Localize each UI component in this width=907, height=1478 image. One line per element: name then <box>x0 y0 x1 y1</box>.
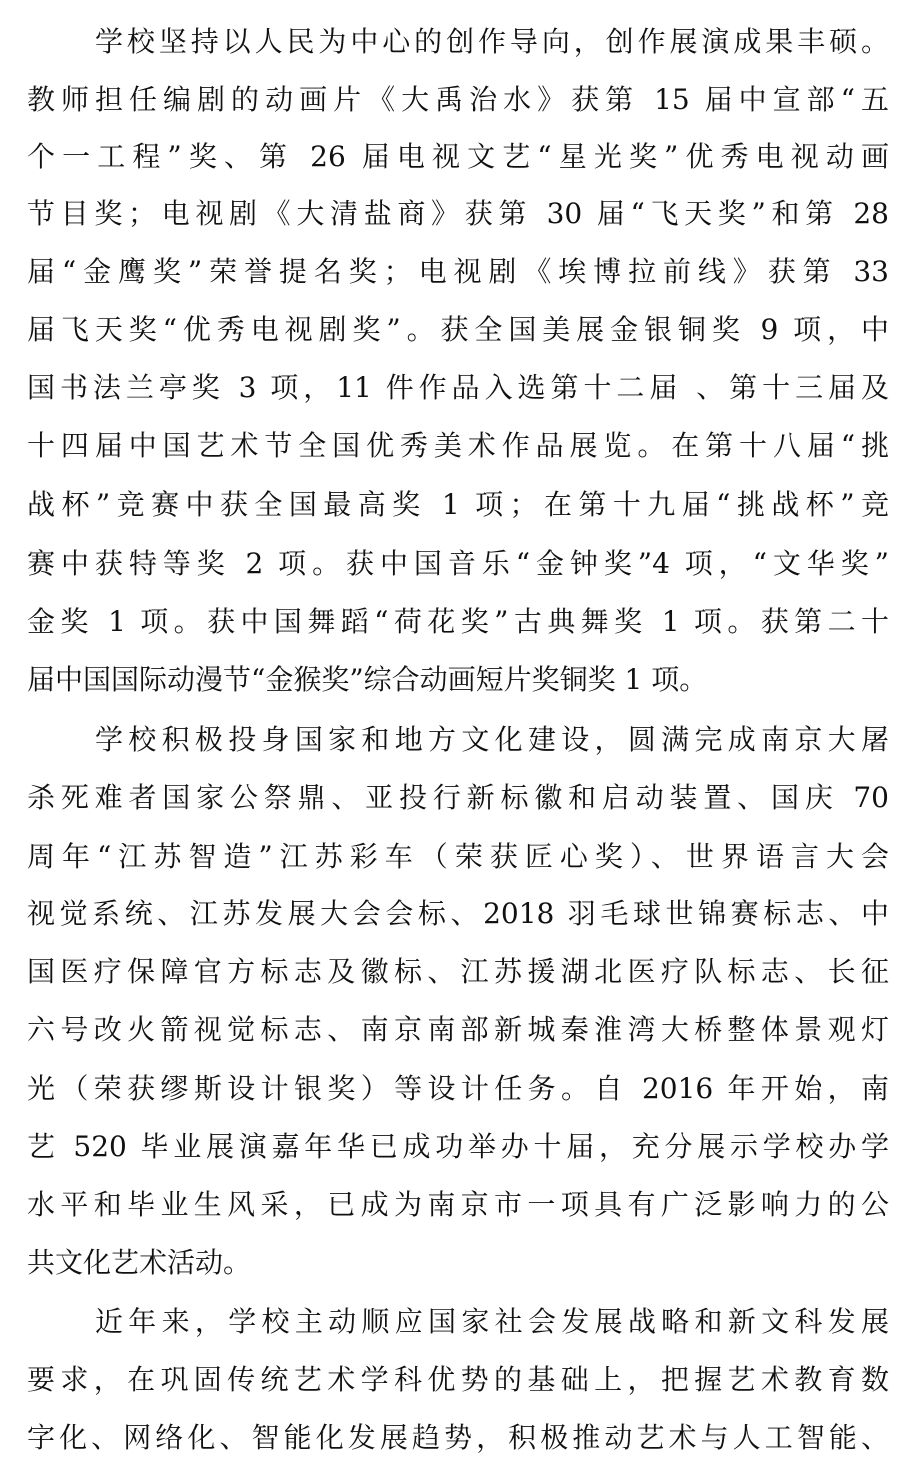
text-line: 共文化艺术活动。 <box>27 1246 252 1279</box>
text-line: 战杯”竞赛中获全国最高奖 1 项；在第十九届“挑战杯”竞 <box>27 488 889 521</box>
text-line: 国医疗保障官方标志及徽标、江苏援湖北医疗队标志、长征 <box>27 955 889 988</box>
text-line: 十四届中国艺术节全国优秀美术作品展览。在第十八届“挑 <box>27 429 889 462</box>
text-line: 要求，在巩固传统艺术学科优势的基础上，把握艺术教育数 <box>27 1363 889 1396</box>
text-line: 水平和毕业生风采，已成为南京市一项具有广泛影响力的公 <box>27 1188 889 1221</box>
text-line: 艺 520 毕业展演嘉年华已成功举办十届，充分展示学校办学 <box>27 1130 889 1163</box>
text-line: 字化、网络化、智能化发展趋势，积极推动艺术与人工智能、 <box>27 1421 889 1454</box>
text-line: 金奖 1 项。获中国舞蹈“荷花奖”古典舞奖 1 项。获第二十 <box>27 605 889 638</box>
text-line: 视觉系统、江苏发展大会会标、2018 羽毛球世锦赛标志、中 <box>27 897 889 930</box>
text-line: 杀死难者国家公祭鼎、亚投行新标徽和启动装置、国庆 70 <box>27 781 889 814</box>
text-line: 届“金鹰奖”荣誉提名奖；电视剧《埃博拉前线》获第 33 <box>27 255 889 288</box>
text-line: 届飞天奖“优秀电视剧奖”。获全国美展金银铜奖 9 项，中 <box>27 313 889 346</box>
text-line: 赛中获特等奖 2 项。获中国音乐“金钟奖”4 项，“文华奖” <box>27 547 889 580</box>
text-line: 学校积极投身国家和地方文化建设，圆满完成南京大屠 <box>95 723 889 756</box>
text-line: 个一工程”奖、第 26 届电视文艺“星光奖”优秀电视动画 <box>27 140 889 173</box>
text-line: 近年来，学校主动顺应国家社会发展战略和新文科发展 <box>95 1305 889 1338</box>
text-line: 节目奖；电视剧《大清盐商》获第 30 届“飞天奖”和第 28 <box>27 197 889 230</box>
text-line: 学校坚持以人民为中心的创作导向，创作展演成果丰硕。 <box>95 25 889 58</box>
text-line: 教师担任编剧的动画片《大禹治水》获第 15 届中宣部“五 <box>27 83 889 116</box>
text-line: 六号改火箭视觉标志、南京南部新城秦淮湾大桥整体景观灯 <box>27 1013 889 1046</box>
text-line: 国书法兰亭奖 3 项，11 件作品入选第十二届 、第十三届及 <box>27 371 889 404</box>
text-line: 光（荣获缪斯设计银奖）等设计任务。自 2016 年开始，南 <box>27 1072 889 1105</box>
text-line: 周年“江苏智造”江苏彩车（荣获匠心奖）、世界语言大会 <box>27 840 889 873</box>
text-line: 届中国国际动漫节“金猴奖”综合动画短片奖铜奖 1 项。 <box>27 663 708 696</box>
